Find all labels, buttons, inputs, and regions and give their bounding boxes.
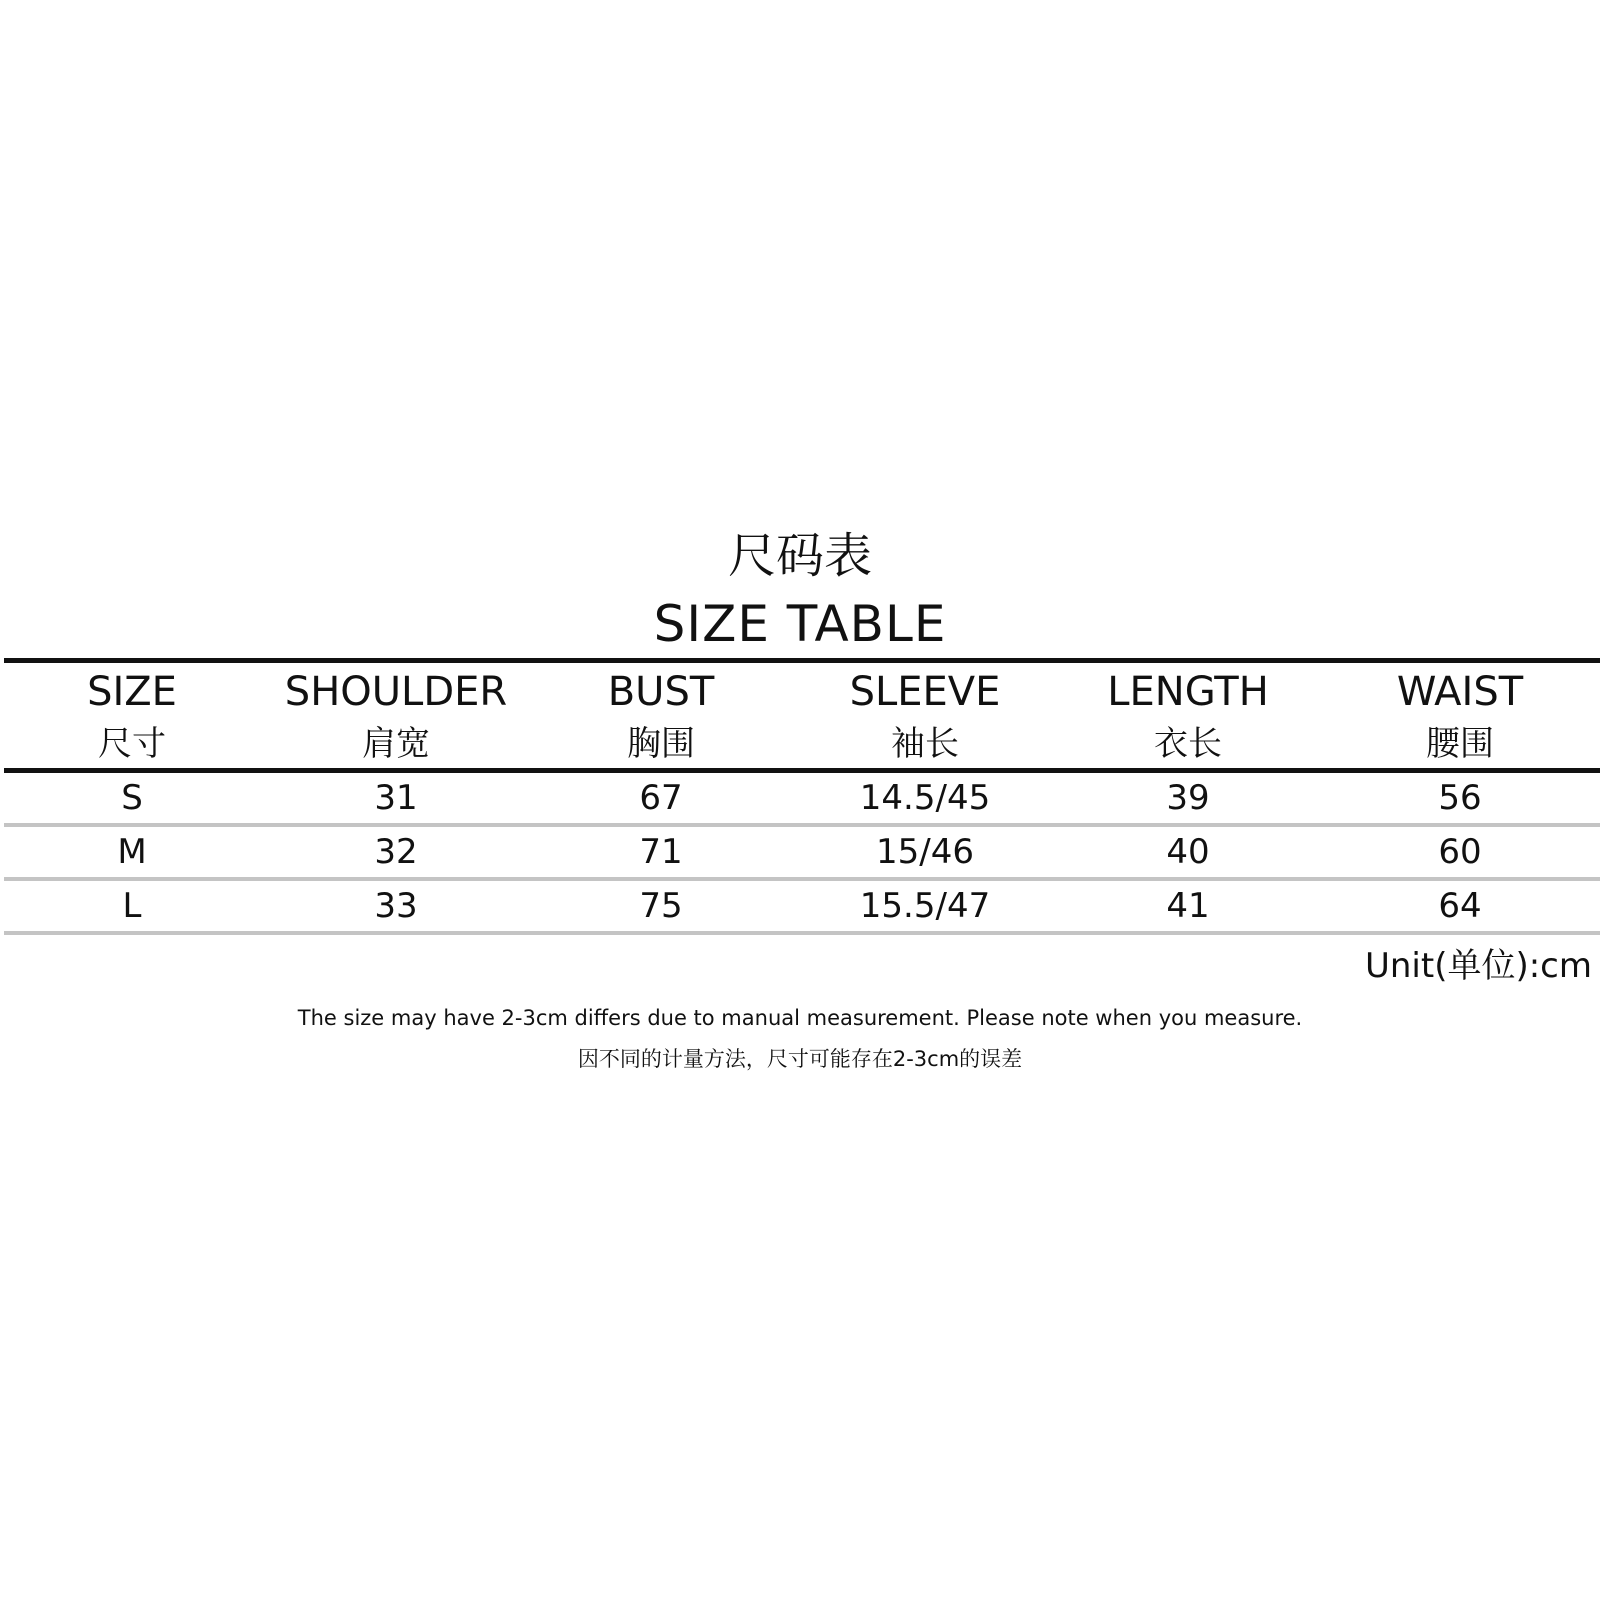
header-waist-cn: 腰围 xyxy=(1426,724,1494,764)
cell-m-waist: 60 xyxy=(1438,832,1482,872)
cell-l-size: L xyxy=(122,886,142,926)
cell-s-waist: 56 xyxy=(1438,778,1482,818)
header-shoulder: SHOULDER xyxy=(284,669,508,715)
cell-m-shoulder: 32 xyxy=(374,832,418,872)
title-english: SIZE TABLE xyxy=(653,595,947,653)
header-bust: BUST xyxy=(607,669,715,715)
header-size: SIZE xyxy=(87,669,177,715)
cell-m-sleeve: 15/46 xyxy=(876,832,974,872)
cell-l-bust: 75 xyxy=(639,886,683,926)
table-bottom-rule xyxy=(4,931,1600,935)
cell-m-bust: 71 xyxy=(639,832,683,872)
header-bust-cn: 胸围 xyxy=(627,724,695,764)
cell-l-shoulder: 33 xyxy=(374,886,418,926)
cell-s-shoulder: 31 xyxy=(374,778,418,818)
cell-s-size: S xyxy=(121,778,143,818)
cell-l-length: 41 xyxy=(1166,886,1210,926)
header-sleeve-cn: 袖长 xyxy=(891,724,959,764)
table-header-rule xyxy=(4,768,1600,773)
table-top-rule xyxy=(4,658,1600,663)
measurement-note-chinese: 因不同的计量方法，尺寸可能存在2-3cm的误差 xyxy=(577,1047,1023,1071)
header-size-cn: 尺寸 xyxy=(98,724,166,764)
cell-l-waist: 64 xyxy=(1438,886,1482,926)
header-waist: WAIST xyxy=(1396,669,1524,715)
header-sleeve: SLEEVE xyxy=(849,669,1001,715)
header-length-cn: 衣长 xyxy=(1154,724,1222,764)
row-divider xyxy=(4,823,1600,827)
cell-s-length: 39 xyxy=(1166,778,1210,818)
cell-m-size: M xyxy=(117,832,147,872)
cell-s-bust: 67 xyxy=(639,778,683,818)
row-divider xyxy=(4,877,1600,881)
cell-l-sleeve: 15.5/47 xyxy=(859,886,991,926)
header-shoulder-cn: 肩宽 xyxy=(362,724,430,764)
unit-label: Unit(单位):cm xyxy=(1364,946,1592,986)
measurement-note-english: The size may have 2-3cm differs due to manual measurement. Please note when you measure. xyxy=(297,1006,1303,1030)
cell-s-sleeve: 14.5/45 xyxy=(859,778,991,818)
header-length: LENGTH xyxy=(1107,669,1269,715)
cell-m-length: 40 xyxy=(1166,832,1210,872)
title-chinese: 尺码表 xyxy=(727,528,872,584)
